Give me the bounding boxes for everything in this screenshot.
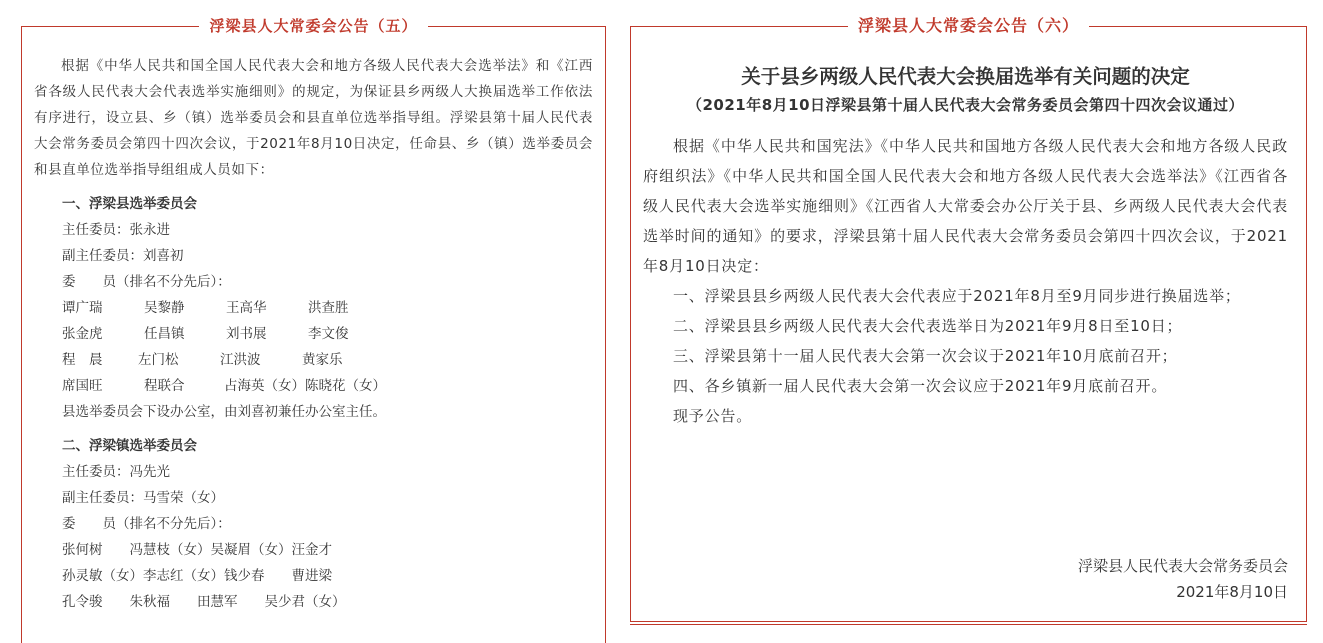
member-name: 张金虎 — [62, 326, 103, 342]
section-1-member-row — [34, 373, 593, 399]
decision-body: 根据《中华人民共和国宪法》《中华人民共和国地方各级人民代表大会和地方各级人民政府组织法》《中华人民共和国全国人民代表大会和地方各级人民代表大会选举法》《江西省各级人民代表大会选举实施细则》《江西省人大常委会办公厅关于县、乡两级人民代表大会代表选举时间的通知》的要求，浮梁县第十届人民代表大会常务委员会第四十四次会议，于2021年8月10日决定： — [643, 137, 1288, 275]
notice-5-title: 浮梁县人大常委会公告（五） — [199, 15, 427, 37]
signature-date: 2021年8月10日 — [1176, 583, 1288, 601]
member-name: 程 晨 — [62, 352, 103, 368]
member-name: 王高华 — [226, 300, 267, 316]
notice-5-title-wrap — [22, 15, 605, 37]
member-name: 黄家乐 — [302, 352, 343, 368]
section-1-note: 县选举委员会下设办公室，由刘喜初兼任办公室主任。 — [62, 404, 386, 420]
member-name: 江洪波 — [220, 352, 261, 368]
decision-closing: 现予公告。 — [673, 407, 753, 425]
member-name: 程联合 — [144, 378, 185, 394]
section-2-member-row: 张何树 冯慧枝（女）吴凝眉（女）汪金才 — [62, 542, 332, 558]
section-1-member-row — [34, 295, 593, 321]
section-2-heading: 二、浮梁镇选举委员会 — [62, 438, 197, 454]
section-1-deputy: 副主任委员：刘喜初 — [62, 248, 184, 264]
decision-subheading: （2021年8月10日浮梁县第十届人民代表大会常务委员会第四十四次会议通过） — [686, 96, 1245, 114]
notice-5-intro: 根据《中华人民共和国全国人民代表大会和地方各级人民代表大会选举法》和《江西省各级人民代表大会代表选举实施细则》的规定，为保证县乡两级人大换届选举工作依法有序进行，设立县、乡（镇）选举委员会和县直单位选举指导组。浮梁县第十届人民代表大会常务委员会第四十四次会议，于2021年8月10日决定，任命县、乡（镇）选举委员会和县直单位选举指导组组成人员如下： — [34, 58, 593, 178]
section-1-members-label: 委 员（排名不分先后）： — [62, 274, 231, 290]
member-name: 占海英（女）陈晓花（女） — [224, 378, 386, 394]
bottom-double-divider — [630, 621, 1307, 625]
member-name: 吴黎静 — [144, 300, 185, 316]
notice-6-title-wrap — [631, 15, 1306, 37]
member-name: 左门松 — [138, 352, 179, 368]
notice-6-content — [643, 63, 1288, 431]
decision-item: 一、浮梁县县乡两级人民代表大会代表应于2021年8月至9月同步进行换届选举； — [673, 287, 1241, 305]
member-name: 谭广瑞 — [62, 300, 103, 316]
section-2-director: 主任委员：冯先光 — [62, 464, 170, 480]
section-1-director: 主任委员：张永进 — [62, 222, 170, 238]
section-2-member-row: 孔令骏 朱秋福 田慧军 吴少君（女） — [62, 594, 346, 610]
member-name: 任昌镇 — [144, 326, 185, 342]
member-name: 洪查胜 — [308, 300, 349, 316]
decision-item: 四、各乡镇新一届人民代表大会第一次会议应于2021年9月底前召开。 — [673, 377, 1168, 395]
member-name: 席国旺 — [62, 378, 103, 394]
section-2-member-row: 孙灵敏（女）李志红（女）钱少春 曹进梁 — [62, 568, 332, 584]
signature-org: 浮梁县人民代表大会常务委员会 — [1077, 557, 1288, 575]
notice-6-panel — [630, 16, 1307, 622]
decision-heading: 关于县乡两级人民代表大会换届选举有关问题的决定 — [741, 65, 1190, 88]
section-2-deputy: 副主任委员：马雪荣（女） — [62, 490, 224, 506]
decision-item: 三、浮梁县第十一届人民代表大会第一次会议于2021年10月底前召开； — [673, 347, 1178, 365]
member-name: 刘书展 — [226, 326, 267, 342]
section-1-member-row — [34, 321, 593, 347]
notice-6-title: 浮梁县人大常委会公告（六） — [848, 15, 1089, 37]
section-2-members-label: 委 员（排名不分先后）： — [62, 516, 231, 532]
member-name: 李文俊 — [308, 326, 349, 342]
notice-5-panel — [21, 17, 606, 643]
notice-5-content — [34, 53, 593, 615]
decision-item: 二、浮梁县县乡两级人民代表大会代表选举日为2021年9月8日至10日； — [673, 317, 1183, 335]
section-1-member-row — [34, 347, 593, 373]
section-1-heading: 一、浮梁县选举委员会 — [62, 196, 197, 212]
